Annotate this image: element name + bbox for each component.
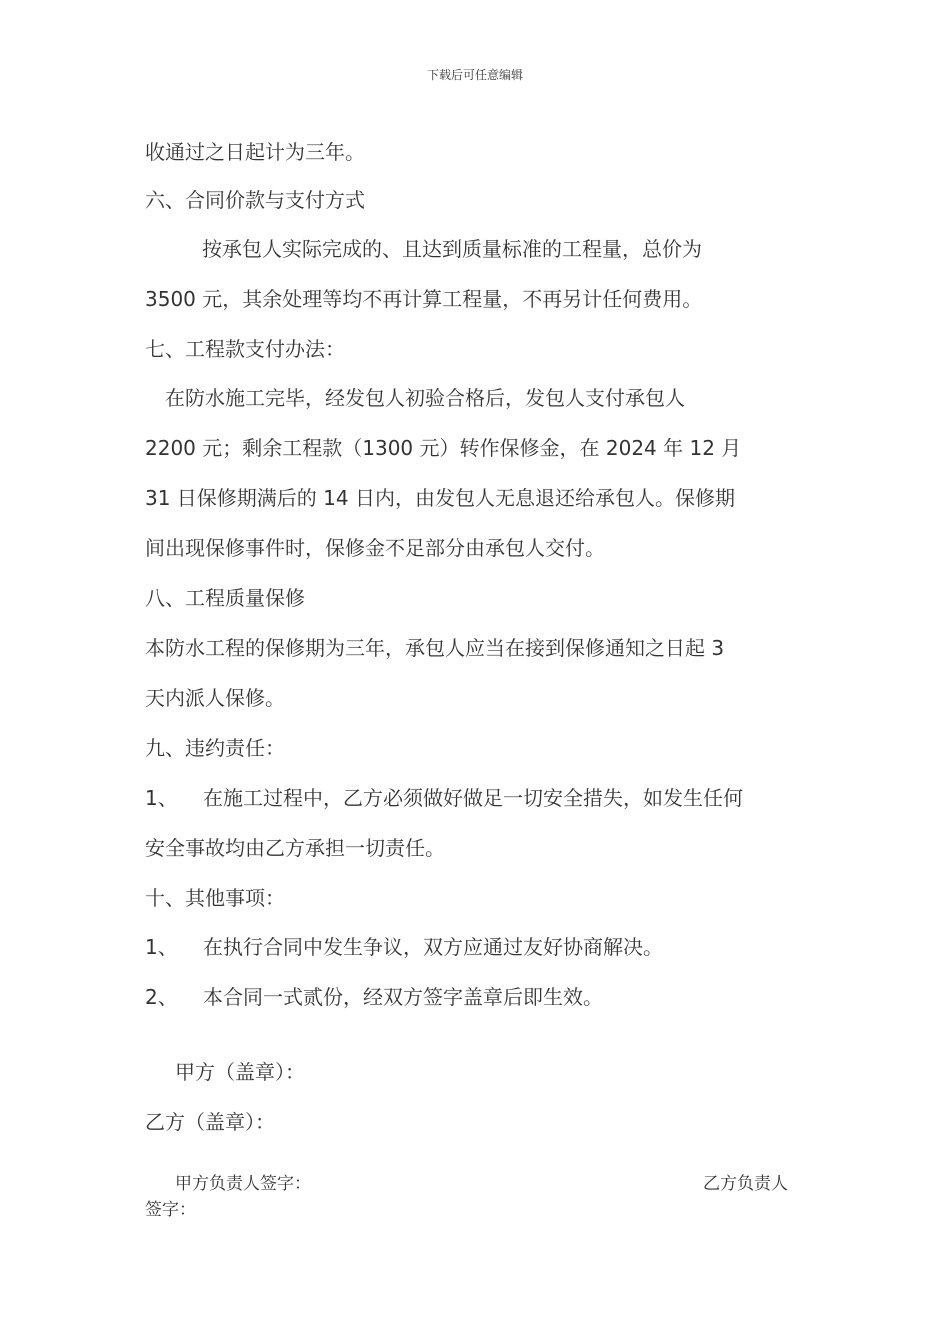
paragraph-line: 本防水工程的保修期为三年，承包人应当在接到保修通知之日起 3	[145, 636, 725, 660]
list-item-number: 1、	[145, 935, 178, 959]
party-a-seal-label: 甲方（盖章）：	[175, 1060, 305, 1084]
party-b-sign-label-cont: 签字：	[145, 1200, 196, 1220]
paragraph-line: 在防水施工完毕，经发包人初验合格后，发包人支付承包人	[165, 386, 685, 410]
section-8-title: 八、工程质量保修	[145, 586, 305, 610]
paragraph-line: 2200 元；剩余工程款（1300 元）转作保修金，在 2024 年 12 月	[145, 436, 742, 460]
page-header: 下载后可任意编辑	[426, 68, 523, 82]
paragraph-line: 收通过之日起计为三年。	[145, 140, 365, 164]
paragraph-line: 安全事故均由乙方承担一切责任。	[145, 836, 445, 860]
party-a-sign-label: 甲方负责人签字：	[175, 1174, 311, 1194]
party-b-sign-label: 乙方负责人	[703, 1174, 788, 1194]
paragraph-line: 间出现保修事件时，保修金不足部分由承包人交付。	[145, 536, 605, 560]
list-item-number: 1、	[145, 786, 178, 810]
section-7-title: 七、工程款支付办法：	[145, 337, 345, 361]
section-6-title: 六、合同价款与支付方式	[145, 188, 365, 212]
list-item-number: 2、	[145, 985, 178, 1009]
section-9-title: 九、违约责任：	[145, 736, 285, 760]
list-item-text: 在执行合同中发生争议，双方应通过友好协商解决。	[203, 935, 663, 959]
paragraph-line: 3500 元，其余处理等均不再计算工程量，不再另计任何费用。	[145, 287, 703, 311]
paragraph-line: 31 日保修期满后的 14 日内，由发包人无息退还给承包人。保修期	[145, 486, 735, 510]
paragraph-line: 按承包人实际完成的、且达到质量标准的工程量，总价为	[202, 237, 702, 261]
section-10-title: 十、其他事项：	[145, 886, 285, 910]
party-b-seal-label: 乙方（盖章）：	[145, 1110, 275, 1134]
paragraph-line: 天内派人保修。	[145, 686, 285, 710]
list-item-text: 本合同一式贰份，经双方签字盖章后即生效。	[203, 985, 603, 1009]
list-item-text: 在施工过程中，乙方必须做好做足一切安全措失，如发生任何	[203, 786, 743, 810]
